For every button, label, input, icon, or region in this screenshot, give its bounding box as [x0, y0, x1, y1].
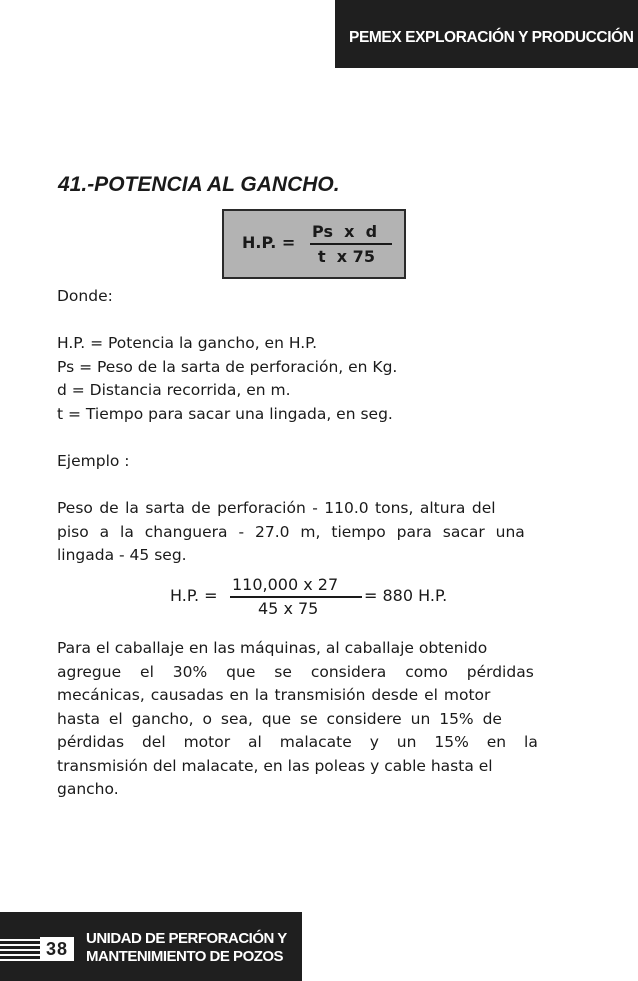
- header-title: PEMEX EXPLORACIÓN Y PRODUCCIÓN: [349, 29, 634, 46]
- closing-line: Para el caballaje en las máquinas, al caballaje obtenido: [57, 639, 488, 657]
- fraction-bar: [310, 243, 392, 245]
- formula-box: [222, 209, 406, 279]
- formula-lhs: H.P. =: [242, 233, 296, 252]
- page-number: 38: [40, 937, 74, 961]
- definition-ps: Ps = Peso de la sarta de perforación, en Kg.: [57, 357, 398, 376]
- footer-title-line: UNIDAD DE PERFORACIÓN Y: [86, 930, 287, 947]
- formula-denominator: t x 75: [318, 247, 375, 266]
- donde-label: Donde:: [57, 287, 113, 305]
- closing-line: hasta el gancho, o sea, que se considere un 15% de: [57, 709, 502, 728]
- formula-numerator: Ps x d: [312, 222, 378, 241]
- closing-line: gancho.: [57, 780, 119, 798]
- definitions-list: [57, 332, 587, 426]
- example-formula-numerator: 110,000 x 27: [232, 575, 339, 594]
- example-formula-result: = 880 H.P.: [364, 586, 448, 605]
- definition-d: d = Distancia recorrida, en m.: [57, 381, 291, 399]
- footer-stripes: [0, 939, 40, 961]
- closing-line: transmisión del malacate, en las poleas y cable hasta el: [57, 756, 493, 775]
- footer-band: [0, 912, 302, 981]
- example-paragraph: [57, 497, 587, 568]
- section-title: 41.-POTENCIA AL GANCHO.: [58, 173, 340, 196]
- footer-title-line: MANTENIMIENTO DE POZOS: [86, 948, 284, 965]
- closing-line: agregue el 30% que se considera como pérdidas: [57, 662, 534, 681]
- footer-title: [86, 930, 287, 966]
- example-line: lingada - 45 seg.: [57, 546, 187, 564]
- definition-t: t = Tiempo para sacar una lingada, en seg.: [57, 404, 393, 423]
- closing-paragraph: [57, 637, 587, 802]
- closing-line: mecánicas, causadas en la transmisión desde el motor: [57, 686, 491, 704]
- definition-hp: H.P. = Potencia la gancho, en H.P.: [57, 334, 318, 352]
- example-formula: [170, 575, 500, 625]
- closing-line: pérdidas del motor al malacate y un 15% en la: [57, 733, 538, 751]
- fraction-bar: [230, 596, 362, 598]
- example-line: piso a la changuera - 27.0 m, tiempo para sacar una: [57, 522, 525, 541]
- example-line: Peso de la sarta de perforación - 110.0 tons, altura del: [57, 499, 496, 517]
- ejemplo-label: Ejemplo :: [57, 452, 130, 470]
- example-formula-denominator: 45 x 75: [258, 599, 319, 618]
- header-band: [335, 0, 638, 68]
- example-formula-lhs: H.P. =: [170, 586, 218, 605]
